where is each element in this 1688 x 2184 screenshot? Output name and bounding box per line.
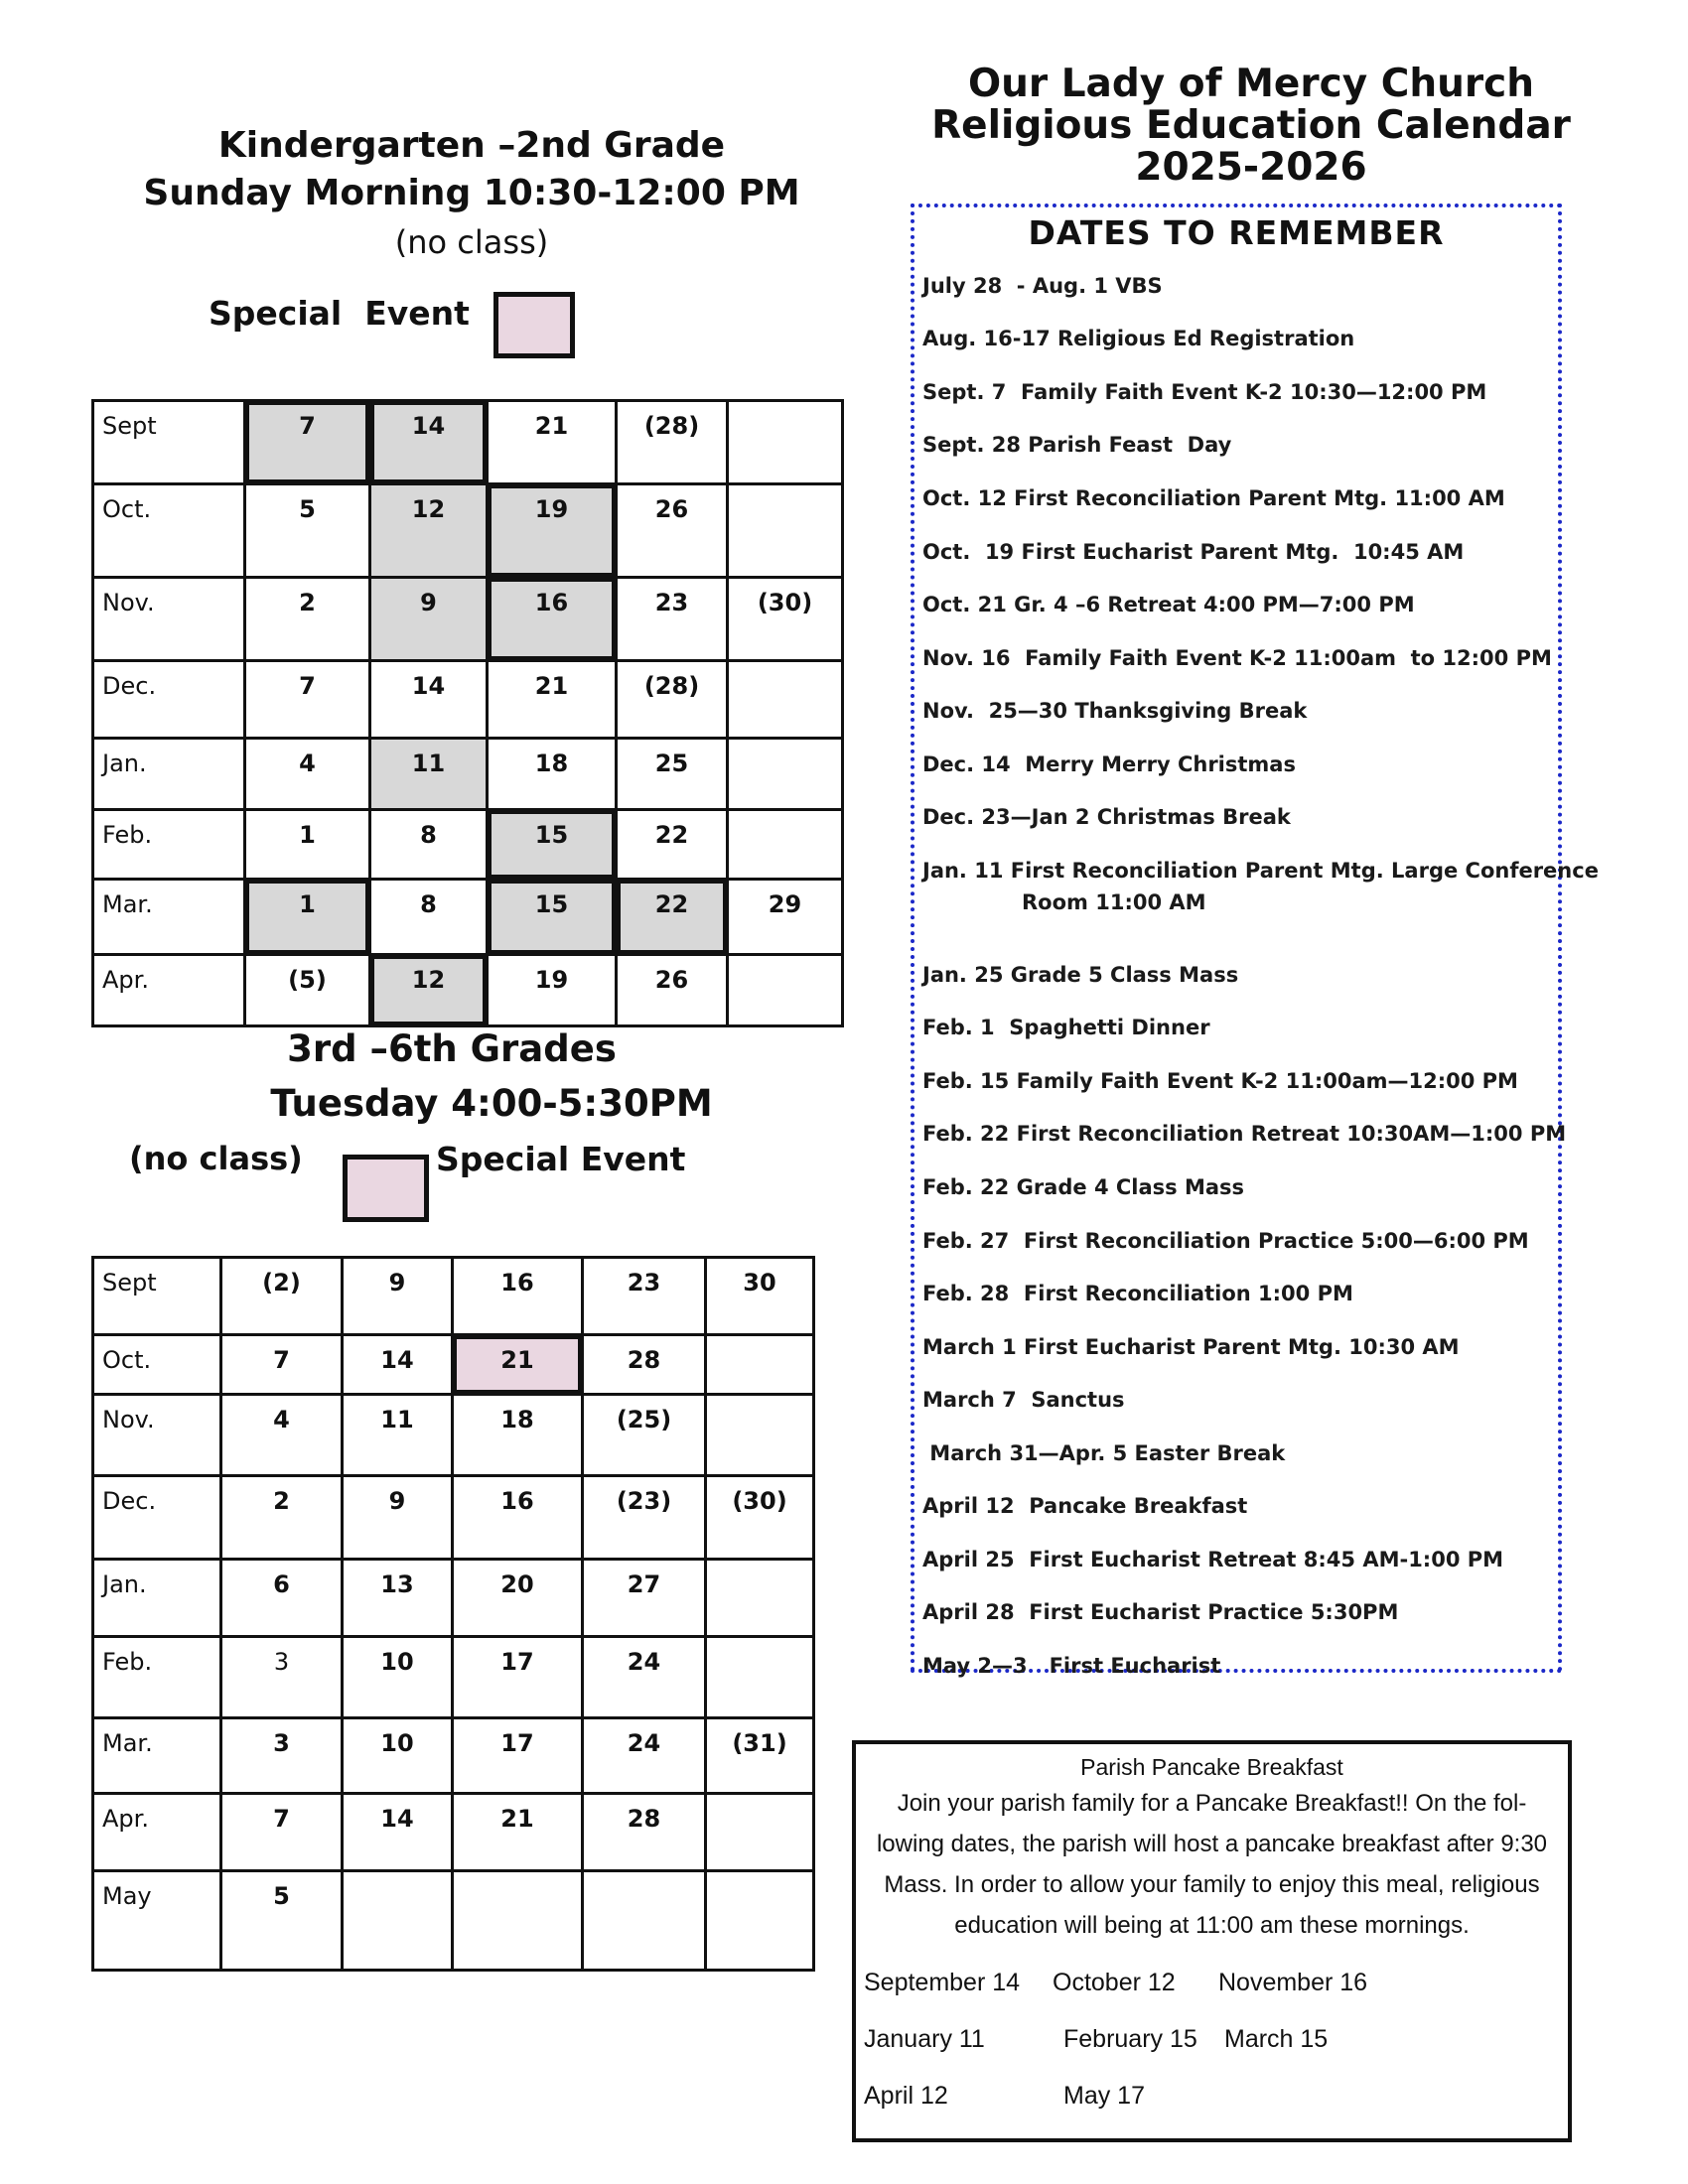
- date-item: Oct. 21 Gr. 4 –6 Retreat 4:00 PM—7:00 PM: [922, 593, 1415, 616]
- month-cell: Oct.: [93, 484, 245, 578]
- g36-no-class: (no class): [129, 1140, 303, 1177]
- calendar-title: Religious Education Calendar: [931, 103, 1571, 148]
- date-item: Feb. 22 Grade 4 Class Mass: [922, 1175, 1245, 1199]
- pancake-date: April 12: [864, 2082, 948, 2110]
- date-cell: 9: [343, 1258, 453, 1335]
- date-cell: [706, 1637, 814, 1718]
- g36-title: 3rd –6th Grades: [287, 1027, 617, 1070]
- calendar-row: [93, 810, 843, 880]
- date-cell: 30: [706, 1258, 814, 1335]
- date-cell: 10: [343, 1637, 453, 1718]
- date-item: Aug. 16-17 Religious Ed Registration: [922, 327, 1355, 350]
- month-cell: Jan.: [93, 739, 245, 810]
- date-cell: 6: [221, 1560, 343, 1637]
- calendar-row: [93, 1794, 814, 1871]
- date-cell: [706, 1794, 814, 1871]
- date-cell: 8: [370, 880, 488, 955]
- month-cell: Mar.: [93, 880, 245, 955]
- date-item: May 2—3 First Eucharist: [922, 1654, 1221, 1678]
- date-cell: 16: [453, 1258, 583, 1335]
- pancake-date: March 15: [1224, 2025, 1329, 2053]
- date-cell: 26: [617, 955, 728, 1026]
- date-cell: [343, 1871, 453, 1971]
- month-cell: Apr.: [93, 1794, 221, 1871]
- date-item: Feb. 22 First Reconciliation Retreat 10:30AM—1:00 PM: [922, 1122, 1567, 1146]
- date-cell: 7: [221, 1794, 343, 1871]
- church-name: Our Lady of Mercy Church: [967, 62, 1535, 106]
- date-cell: 3: [221, 1718, 343, 1794]
- pancake-date: May 17: [1063, 2082, 1145, 2110]
- date-cell: 7: [245, 661, 370, 739]
- date-item: Dec. 23—Jan 2 Christmas Break: [922, 805, 1291, 829]
- date-cell: (5): [245, 955, 370, 1026]
- date-cell: 22: [617, 810, 728, 880]
- date-cell: 7: [221, 1335, 343, 1395]
- date-item: Sept. 28 Parish Feast Day: [922, 433, 1232, 457]
- date-cell: 11: [343, 1395, 453, 1476]
- date-cell: 26: [617, 484, 728, 578]
- month-cell: Apr.: [93, 955, 245, 1026]
- date-cell: 3: [221, 1637, 343, 1718]
- date-cell: [583, 1871, 706, 1971]
- date-cell: 21: [488, 401, 617, 484]
- month-cell: Feb.: [93, 1637, 221, 1718]
- k2-title: Kindergarten –2nd Grade: [217, 125, 726, 166]
- calendar-row: [93, 880, 843, 955]
- date-cell: 29: [728, 880, 843, 955]
- date-item: Jan. 11 First Reconciliation Parent Mtg. Large Conference: [922, 859, 1599, 883]
- dates-heading: DATES TO REMEMBER: [1028, 213, 1445, 252]
- date-cell: 25: [617, 739, 728, 810]
- date-cell: [706, 1871, 814, 1971]
- k2-schedule: Sunday Morning 10:30-12:00 PM: [143, 173, 800, 213]
- date-cell: (31): [706, 1718, 814, 1794]
- date-item: Oct. 19 First Eucharist Parent Mtg. 10:45 AM: [922, 540, 1465, 564]
- calendar-row: [93, 484, 843, 578]
- date-item: Oct. 12 First Reconciliation Parent Mtg. 11:00 AM: [922, 486, 1505, 510]
- date-cell: 13: [343, 1560, 453, 1637]
- date-item: July 28 - Aug. 1 VBS: [922, 274, 1163, 298]
- date-cell: 16: [453, 1476, 583, 1560]
- date-cell: (23): [583, 1476, 706, 1560]
- date-cell: [453, 1871, 583, 1971]
- calendar-row: [93, 1395, 814, 1476]
- date-cell: [728, 810, 843, 880]
- date-cell: 14: [343, 1794, 453, 1871]
- calendar-row: [93, 661, 843, 739]
- date-item: Feb. 15 Family Faith Event K-2 11:00am—12:00 PM: [922, 1069, 1518, 1093]
- date-cell: 24: [583, 1637, 706, 1718]
- date-item: April 25 First Eucharist Retreat 8:45 AM-1:00 PM: [922, 1548, 1504, 1571]
- date-cell: 14: [370, 661, 488, 739]
- date-item: Feb. 28 First Reconciliation 1:00 PM: [922, 1282, 1353, 1305]
- date-item: Sept. 7 Family Faith Event K-2 10:30—12:00 PM: [922, 380, 1487, 404]
- date-cell: 4: [245, 739, 370, 810]
- g36-calendar-table: [91, 1256, 815, 1972]
- calendar-row: [93, 1560, 814, 1637]
- calendar-row: [93, 955, 843, 1026]
- month-cell: Oct.: [93, 1335, 221, 1395]
- date-item: Nov. 25—30 Thanksgiving Break: [922, 699, 1308, 723]
- date-cell: (2): [221, 1258, 343, 1335]
- date-cell: 18: [453, 1395, 583, 1476]
- date-cell: 17: [453, 1718, 583, 1794]
- date-item: April 12 Pancake Breakfast: [922, 1494, 1248, 1518]
- date-item: March 1 First Eucharist Parent Mtg. 10:30 AM: [922, 1335, 1460, 1359]
- pancake-date: September 14: [864, 1969, 1021, 1996]
- pancake-breakfast-box: [852, 1740, 1572, 2142]
- month-cell: May: [93, 1871, 221, 1971]
- month-cell: Dec.: [93, 1476, 221, 1560]
- month-cell: Dec.: [93, 661, 245, 739]
- pancake-date: October 12: [1053, 1969, 1176, 1996]
- date-cell: [728, 401, 843, 484]
- pancake-date: February 15: [1063, 2025, 1197, 2053]
- calendar-row: [93, 578, 843, 661]
- date-cell: 10: [343, 1718, 453, 1794]
- date-cell: 24: [583, 1718, 706, 1794]
- date-cell: 12: [370, 955, 488, 1026]
- date-item: Feb. 1 Spaghetti Dinner: [922, 1016, 1210, 1039]
- date-cell: 21: [453, 1794, 583, 1871]
- date-cell: 5: [221, 1871, 343, 1971]
- date-cell: 9: [343, 1476, 453, 1560]
- date-cell: 2: [245, 578, 370, 661]
- k2-calendar-table: [91, 399, 844, 1027]
- date-cell: 21: [453, 1335, 583, 1395]
- date-item-continuation: Room 11:00 AM: [1022, 890, 1206, 914]
- date-cell: 2: [221, 1476, 343, 1560]
- calendar-row: [93, 401, 843, 484]
- date-cell: 11: [370, 739, 488, 810]
- date-cell: 14: [343, 1335, 453, 1395]
- date-cell: 15: [488, 880, 617, 955]
- date-cell: 15: [488, 810, 617, 880]
- month-cell: Feb.: [93, 810, 245, 880]
- date-cell: 21: [488, 661, 617, 739]
- date-cell: 9: [370, 578, 488, 661]
- date-cell: (28): [617, 401, 728, 484]
- date-cell: 14: [370, 401, 488, 484]
- month-cell: Mar.: [93, 1718, 221, 1794]
- month-cell: Nov.: [93, 578, 245, 661]
- date-cell: 27: [583, 1560, 706, 1637]
- month-cell: Sept: [93, 401, 245, 484]
- calendar-row: [93, 1258, 814, 1335]
- date-cell: 28: [583, 1335, 706, 1395]
- date-item: March 7 Sanctus: [922, 1388, 1125, 1412]
- date-cell: (30): [728, 578, 843, 661]
- date-cell: 20: [453, 1560, 583, 1637]
- g36-special-event-swatch: [343, 1155, 429, 1222]
- k2-special-event-label: Special Event: [209, 294, 470, 333]
- date-item: April 28 First Eucharist Practice 5:30PM: [922, 1600, 1399, 1624]
- date-cell: 1: [245, 880, 370, 955]
- calendar-row: [93, 1476, 814, 1560]
- date-cell: 23: [583, 1258, 706, 1335]
- month-cell: Jan.: [93, 1560, 221, 1637]
- date-cell: 23: [617, 578, 728, 661]
- date-cell: 28: [583, 1794, 706, 1871]
- date-item: Dec. 14 Merry Merry Christmas: [922, 752, 1296, 776]
- date-cell: [728, 955, 843, 1026]
- date-cell: 22: [617, 880, 728, 955]
- date-cell: 8: [370, 810, 488, 880]
- pancake-body: Join your parish family for a Pancake Breakfast!! On the fol-lowing dates, the parish will host a pancake breakfast after 9:30 Mass. In order to allow your family to enjoy this meal, religious education will being at 11:00 am these mornings.: [876, 1790, 1548, 1939]
- k2-no-class: (no class): [394, 223, 549, 261]
- calendar-row: [93, 1718, 814, 1794]
- calendar-row: [93, 739, 843, 810]
- date-cell: [706, 1560, 814, 1637]
- pancake-date: November 16: [1218, 1969, 1368, 1996]
- date-cell: (30): [706, 1476, 814, 1560]
- date-cell: 4: [221, 1395, 343, 1476]
- date-cell: [728, 739, 843, 810]
- date-cell: 19: [488, 484, 617, 578]
- month-cell: Sept: [93, 1258, 221, 1335]
- date-cell: 17: [453, 1637, 583, 1718]
- calendar-row: [93, 1335, 814, 1395]
- pancake-heading: Parish Pancake Breakfast: [1080, 1754, 1343, 1780]
- dates-to-remember-box: [911, 204, 1599, 1678]
- date-cell: [728, 661, 843, 739]
- g36-schedule: Tuesday 4:00-5:30PM: [270, 1082, 713, 1125]
- date-item: Feb. 27 First Reconciliation Practice 5:00—6:00 PM: [922, 1229, 1529, 1253]
- date-cell: 16: [488, 578, 617, 661]
- date-cell: 12: [370, 484, 488, 578]
- date-cell: [706, 1395, 814, 1476]
- k2-special-event-swatch: [493, 292, 575, 358]
- calendar-row: [93, 1637, 814, 1718]
- date-cell: 18: [488, 739, 617, 810]
- calendar-row: [93, 1871, 814, 1971]
- date-item: Nov. 16 Family Faith Event K-2 11:00am to 12:00 PM: [922, 646, 1552, 670]
- date-cell: 1: [245, 810, 370, 880]
- date-cell: [706, 1335, 814, 1395]
- pancake-date: January 11: [864, 2025, 985, 2053]
- date-cell: [728, 484, 843, 578]
- date-cell: 7: [245, 401, 370, 484]
- calendar-year: 2025-2026: [1135, 145, 1367, 190]
- date-cell: (25): [583, 1395, 706, 1476]
- date-cell: 5: [245, 484, 370, 578]
- month-cell: Nov.: [93, 1395, 221, 1476]
- date-cell: 19: [488, 955, 617, 1026]
- date-item: March 31—Apr. 5 Easter Break: [922, 1441, 1286, 1465]
- date-item: Jan. 25 Grade 5 Class Mass: [922, 963, 1239, 987]
- g36-special-event-label: Special Event: [436, 1140, 686, 1178]
- date-cell: (28): [617, 661, 728, 739]
